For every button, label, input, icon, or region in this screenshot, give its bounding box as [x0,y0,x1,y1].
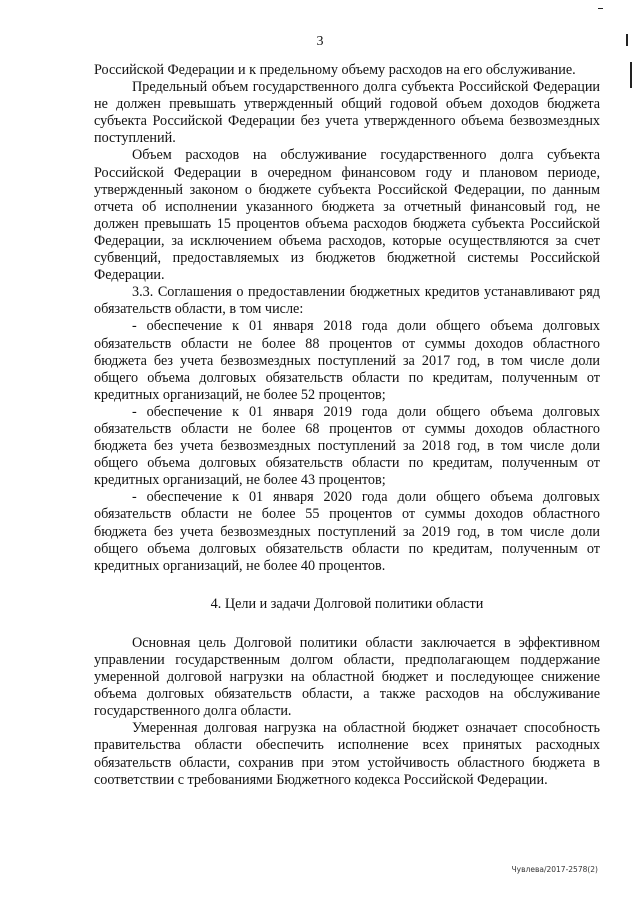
list-item-2020: - обеспечение к 01 января 2020 года доли общего объема долговых обязательств области не более 55 процентов от суммы доходов областного бюджета без учета безвозмездных поступлений за 2019 год, в том числе доли общего объема долговых обязательств области по кредитам, полученным от кредитных организаций, не более 40 процентов. [94,489,600,574]
paragraph-main-goal: Основная цель Долговой политики области заключается в эффективном управлении государственным долгом области, предполагающем поддержание умеренной долговой нагрузки на областной бюджет и последующее снижение объема долговых обязательств области, а также расходов на обслуживание государственного долга области. [94,634,600,720]
list-item-2019: - обеспечение к 01 января 2019 года доли общего объема долговых обязательств области не более 68 процентов от суммы доходов областного бюджета без учета безвозмездных поступлений за 2018 год, в том числе доли общего объема долговых обязательств области по кредитам, полученным от кредитных организаций, не более 43 процентов; [94,403,600,489]
document-code: Чувлева/2017-2578(2) [511,865,598,874]
page-number: 3 [316,34,324,49]
scan-artifact-mark [630,62,632,88]
section-heading: 4. Цели и задачи Долговой политики области [210,595,484,612]
document-body [94,62,600,789]
paragraph-continuation: Российской Федерации и к предельному объему расходов на его обслуживание. [94,62,576,78]
paragraph-debt-service-limit: Объем расходов на обслуживание государственного долга субъекта Российской Федерации в очередном финансовом году и плановом периоде, утвержденный законом о бюджете субъекта Российской Федерации, по данным отчета об исполнении указанного бюджета за отчетный финансовый год, не должен превышать 15 процентов объема расходов бюджета субъекта Российской Федерации, за исключением объема расходов, которые осуществляются за счет субвенций, предоставляемых из бюджетов бюджетной системы Российской Федерации. [94,147,600,284]
paragraph-moderate-load: Умеренная долговая нагрузка на областной бюджет означает способность правительства области обеспечить исполнение всех принятых расходных обязательств области, сохранив при этом устойчивость областного бюджета в соответствии с требованиями Бюджетного кодекса Российской Федерации. [94,720,600,788]
scan-artifact-mark [598,8,603,9]
paragraph-debt-limit: Предельный объем государственного долга субъекта Российской Федерации не должен превышать утвержденный общий годовой объем доходов бюджета субъекта Российской Федерации без учета утвержденного объема безвозмездных поступлений. [94,79,600,147]
scan-artifact-mark [626,34,628,46]
paragraph-3-3-agreements: 3.3. Соглашения о предоставлении бюджетных кредитов устанавливают ряд обязательств области, в том числе: [94,284,600,318]
list-item-2018: - обеспечение к 01 января 2018 года доли общего объема долговых обязательств области не более 88 процентов от суммы доходов областного бюджета без учета безвозмездных поступлений за 2017 год, в том числе доли общего объема долговых обязательств области по кредитам, полученным от кредитных организаций, не более 52 процентов; [94,318,600,403]
